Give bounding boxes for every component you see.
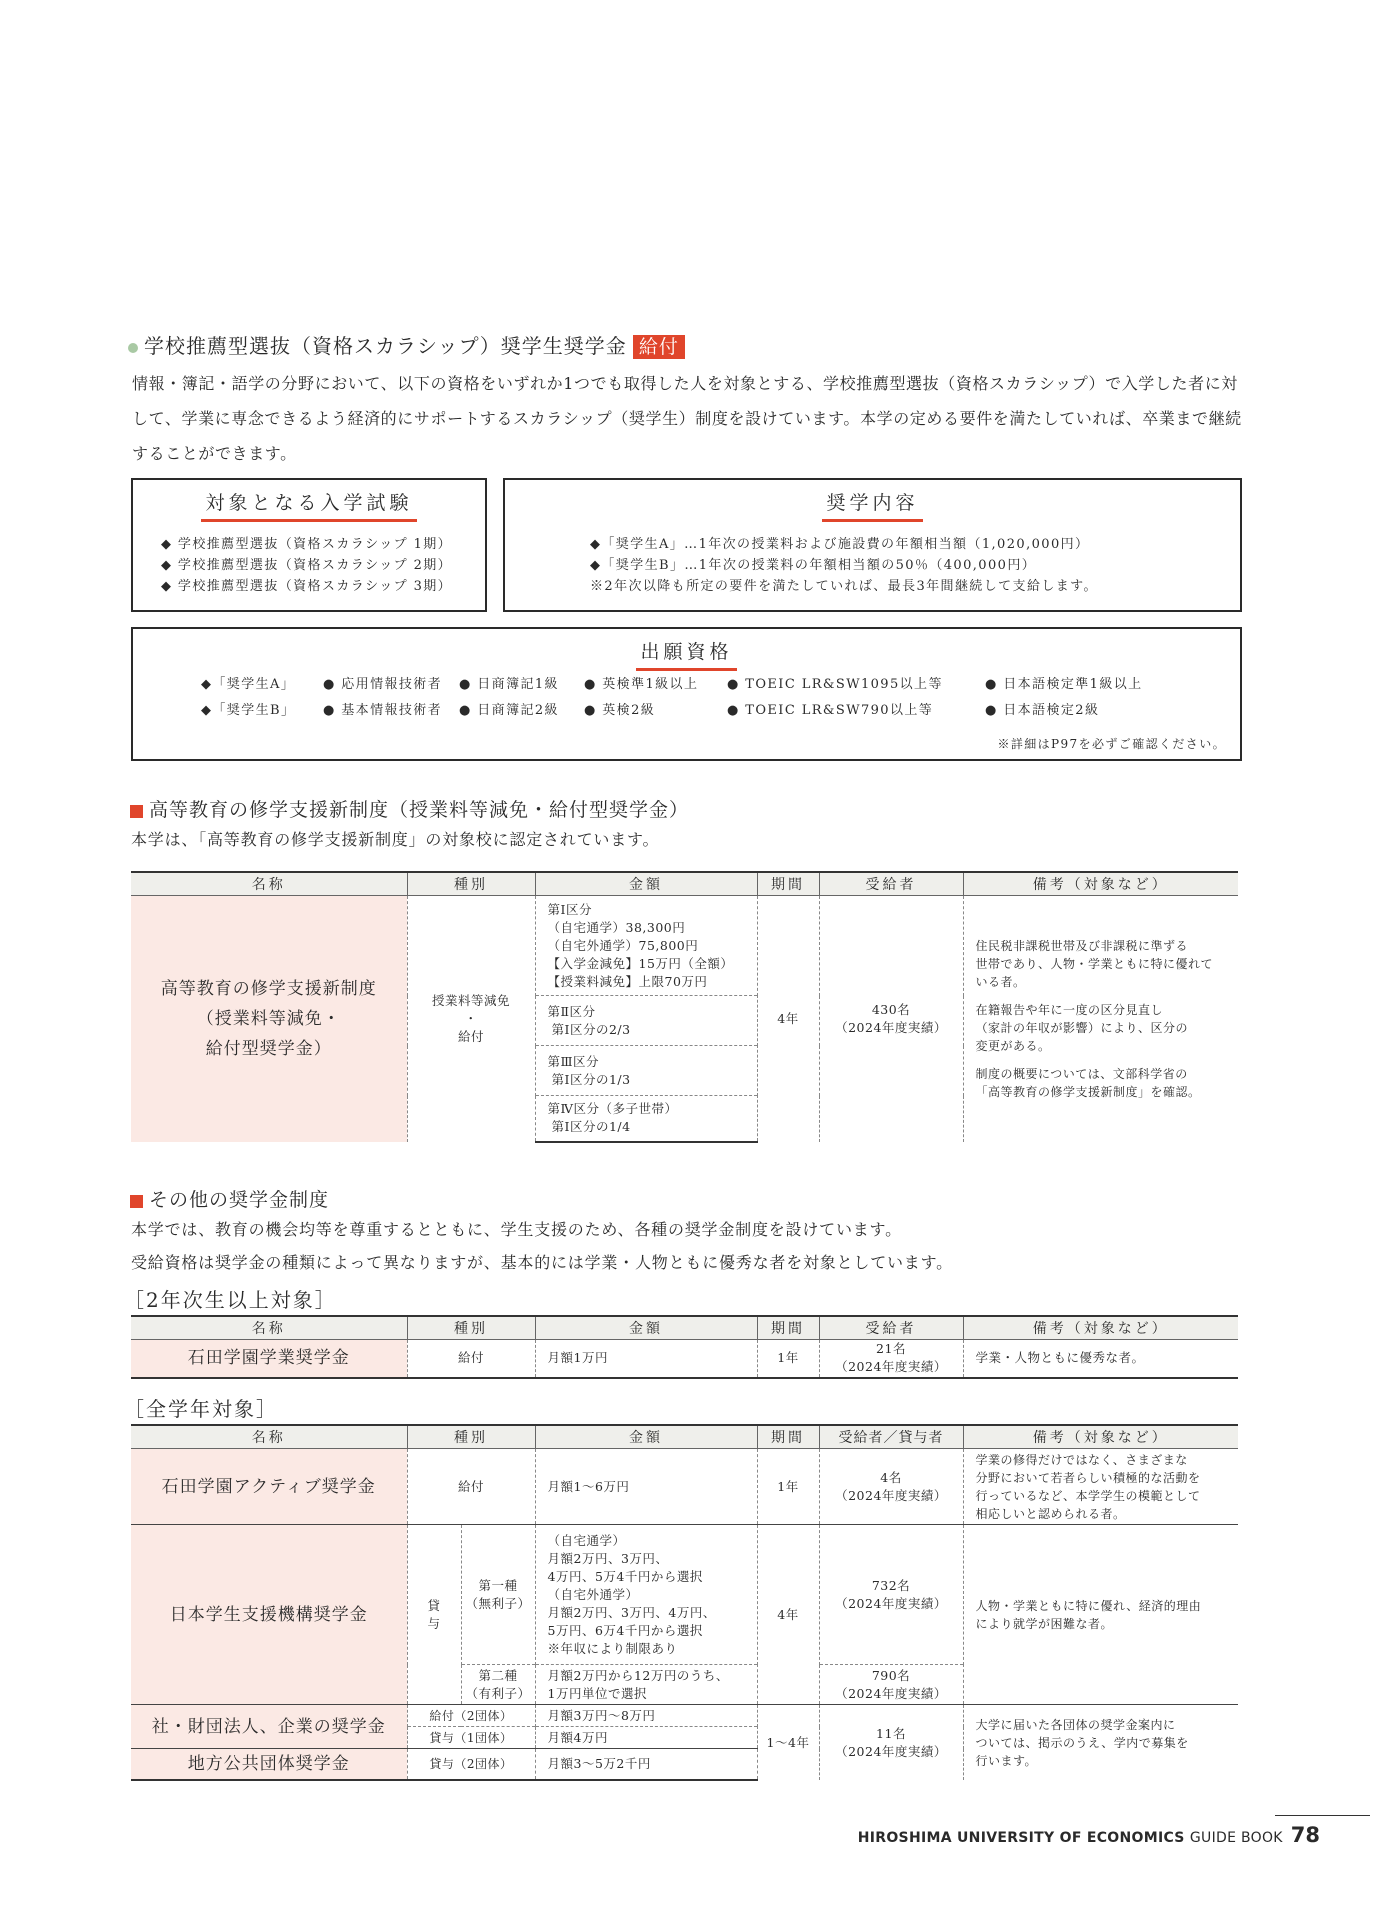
scholarship-name: 石田学園学業奨学金	[131, 1340, 407, 1378]
square-bullet-icon	[130, 1195, 143, 1208]
list-item: ◆ 学校推薦型選抜（資格スカラシップ 3期）	[161, 579, 453, 594]
remarks	[963, 1449, 1238, 1525]
type-line: 第二種	[478, 1667, 518, 1683]
remarks-line: 世帯であり、人物・学業ともに特に優れて	[975, 956, 1214, 971]
amount-line: 月額2万円、3万円、	[547, 1550, 669, 1566]
remarks-line: 相応しいと認められる者。	[975, 1506, 1126, 1521]
col-header: 備考（対象など）	[963, 1316, 1238, 1340]
amount-tier-4	[535, 1096, 757, 1142]
col-header: 期間	[757, 872, 819, 896]
amount-line: （自宅外通学）75,800円	[547, 937, 699, 953]
amount-tier-2	[535, 996, 757, 1046]
remarks-line: ついては、掲示のうえ、学内で募集を	[975, 1735, 1189, 1750]
col-header: 種別	[407, 1425, 535, 1449]
remarks	[963, 1705, 1238, 1781]
scholarship-type: 給付	[407, 1449, 535, 1525]
period: 1年	[757, 1449, 819, 1525]
scholarship-type: 貸与（2団体）	[407, 1749, 535, 1781]
qual-item: ● 日本語検定準1級以上	[985, 677, 1143, 692]
scholarship-type: 貸与（1団体）	[407, 1727, 535, 1749]
amount-line: 第Ⅰ区分	[547, 901, 592, 917]
other-intro-1: 本学では、教育の機会均等を尊重するとともに、学生支援のため、各種の奨学金制度を設けています。	[131, 1220, 902, 1239]
col-header: 名称	[131, 1425, 407, 1449]
recipients-note: （2024年度実績）	[835, 1595, 947, 1611]
footer	[858, 1823, 1320, 1847]
other-intro-2: 受給資格は奨学金の種類によって異なりますが、基本的には学業・人物ともに優秀な者を対象としています。	[131, 1253, 953, 1272]
type-line: 第一種	[478, 1577, 518, 1593]
qual-item: ● 英検準1級以上	[584, 677, 699, 692]
qual-item: ● 基本情報技術者	[323, 703, 443, 718]
qual-label: ◆「奨学生A」	[201, 677, 296, 692]
period: 4年	[757, 896, 819, 1142]
type-line: （無利子）	[465, 1595, 531, 1611]
recipients-count: 21名	[876, 1341, 906, 1357]
recipients-note: （2024年度実績）	[835, 1685, 947, 1701]
table-2nd-year	[131, 1315, 1238, 1379]
recipients-count: 4名	[880, 1469, 902, 1485]
scholarship-type	[407, 896, 535, 1142]
benefit-tag: 給付	[633, 335, 685, 359]
table-all-years	[131, 1424, 1238, 1781]
period: 1年	[757, 1340, 819, 1378]
col-header: 種別	[407, 872, 535, 896]
qual-item: ● 日商簿記1級	[459, 677, 559, 692]
amount: 月額4万円	[535, 1727, 757, 1749]
amount-type-1	[535, 1525, 757, 1665]
scholarship-name: 石田学園アクティブ奨学金	[131, 1449, 407, 1525]
amount-line: 第Ⅰ区分の2/3	[551, 1021, 631, 1037]
remarks-line: 在籍報告や年に一度の区分見直し	[975, 1002, 1164, 1017]
scholarship-name: 日本学生支援機構奨学金	[131, 1525, 407, 1705]
remarks-line: により就学が困難な者。	[975, 1616, 1114, 1631]
remarks-line: いる者。	[975, 974, 1026, 989]
remarks-line: 住民税非課税世帯及び非課税に準ずる	[975, 938, 1189, 953]
support-table	[131, 871, 1238, 1143]
remarks-line: 学業の修得だけではなく、さまざまな	[975, 1452, 1188, 1467]
scholarship-name: 社・財団法人、企業の奨学金	[131, 1705, 407, 1749]
list-item: ◆ 学校推薦型選抜（資格スカラシップ 2期）	[161, 558, 453, 573]
amount-tier-1	[535, 896, 757, 996]
amount-line: 月額2万円、3万円、4万円、	[547, 1604, 716, 1620]
recipients	[819, 1705, 963, 1781]
recipients-type-1	[819, 1525, 963, 1665]
section-intro: 情報・簿記・語学の分野において、以下の資格をいずれか1つでも取得した人を対象とする、学校推薦型選抜（資格スカラシップ）で入学した者に対して、学業に専念できるよう経済的にサポートするスカラシップ（奨学生）制度を設けています。本学の定める要件を満たしていれば、卒業まで継続することができます。	[132, 374, 1242, 463]
remarks-line: 変更がある。	[975, 1038, 1051, 1053]
recipients-count: 430名	[871, 1001, 911, 1017]
qualification-row-a	[201, 674, 1143, 695]
amount-line: 第Ⅰ区分の1/4	[551, 1119, 631, 1135]
scholarship-type: 給付（2団体）	[407, 1705, 535, 1727]
col-header: 金額	[535, 1425, 757, 1449]
col-header: 名称	[131, 1316, 407, 1340]
remarks: 学業・人物ともに優秀な者。	[963, 1340, 1238, 1378]
box-heading: 対象となる入学試験	[201, 488, 416, 522]
recipients	[819, 896, 963, 1142]
scholarship-content-box	[503, 478, 1242, 612]
type-line: 授業料等減免	[431, 992, 510, 1008]
remarks-line: 人物・学業ともに特に優れ、経済的理由	[975, 1598, 1202, 1613]
col-header: 期間	[757, 1425, 819, 1449]
recipients	[819, 1340, 963, 1378]
amount: 月額1～6万円	[535, 1449, 757, 1525]
col-header: 受給者	[819, 1316, 963, 1340]
remarks-line: 分野において若者らしい積極的な活動を	[975, 1470, 1201, 1485]
square-bullet-icon	[130, 805, 143, 818]
section-title-text: 学校推薦型選抜（資格スカラシップ）奨学生奨学金	[144, 334, 627, 358]
scholarship-type	[407, 1525, 461, 1705]
scholarship-type: 給付	[407, 1340, 535, 1378]
amount-tier-3	[535, 1046, 757, 1096]
amount-line: 第Ⅲ区分	[547, 1053, 600, 1069]
section-title-text: その他の奨学金制度	[149, 1189, 330, 1211]
type-line: ・	[464, 1010, 478, 1026]
col-header: 種別	[407, 1316, 535, 1340]
recipients-note: （2024年度実績）	[835, 1019, 947, 1035]
amount-line: 【入学金減免】15万円（全額）	[547, 955, 734, 971]
recipients-note: （2024年度実績）	[835, 1743, 947, 1759]
footer-rule	[1275, 1815, 1370, 1816]
recipients-type-2	[819, 1665, 963, 1705]
qual-item: ● 日本語検定2級	[985, 703, 1100, 718]
section-title-scholarship	[128, 330, 685, 359]
application-qualification-box	[131, 627, 1242, 761]
amount: 月額3～5万2千円	[535, 1749, 757, 1781]
qual-item: ● TOEIC LR&SW1095以上等	[727, 677, 943, 692]
name-line: 給付型奨学金）	[205, 1038, 332, 1059]
name-line: 高等教育の修学支援新制度	[160, 978, 377, 999]
subheading-2nd-year: ［2年次生以上対象］	[124, 1288, 337, 1312]
amount-line: 1万円単位で選択	[547, 1685, 647, 1701]
qualification-row-b	[201, 700, 1143, 721]
recipients-note: （2024年度実績）	[835, 1359, 947, 1375]
col-header: 備考（対象など）	[963, 1425, 1238, 1449]
remarks-line: 行います。	[975, 1753, 1038, 1768]
recipients-count: 732名	[871, 1577, 911, 1593]
name-line: （授業料等減免・	[196, 1008, 341, 1029]
col-header: 受給者	[819, 872, 963, 896]
section-title-text: 高等教育の修学支援新制度（授業料等減免・給付型奨学金）	[149, 799, 690, 821]
qual-item: ● 日商簿記2級	[459, 703, 559, 718]
detail-note: ※詳細はP97を必ずご確認ください。	[997, 737, 1226, 751]
amount-line: 第Ⅰ区分の1/3	[551, 1071, 631, 1087]
col-header: 金額	[535, 1316, 757, 1340]
type-2	[461, 1665, 535, 1705]
page-number: 78	[1290, 1823, 1320, 1847]
amount-line: 【授業料減免】上限70万円	[547, 973, 708, 989]
footer-school: HIROSHIMA UNIVERSITY OF ECONOMICS	[857, 1830, 1185, 1846]
recipients-count: 11名	[876, 1725, 906, 1741]
qual-item: ● TOEIC LR&SW790以上等	[727, 703, 934, 718]
box-heading: 奨学内容	[822, 488, 922, 522]
type-line: （有利子）	[465, 1685, 531, 1701]
qual-item: ● 英検2級	[584, 703, 656, 718]
qual-item: ● 応用情報技術者	[323, 677, 443, 692]
remarks	[963, 1525, 1238, 1705]
amount-line: 第Ⅱ区分	[547, 1003, 596, 1019]
spacer	[976, 1055, 1239, 1065]
amount: 月額1万円	[535, 1340, 757, 1378]
remarks	[963, 896, 1238, 1142]
list-item: ◆ 学校推薦型選抜（資格スカラシップ 1期）	[161, 537, 453, 552]
remarks-line: 大学に届いた各団体の奨学金案内に	[975, 1717, 1176, 1732]
col-header: 備考（対象など）	[963, 872, 1238, 896]
col-header: 期間	[757, 1316, 819, 1340]
amount-line: （自宅外通学）	[547, 1586, 639, 1602]
type-vertical: 貸与	[427, 1597, 441, 1631]
scholarship-name: 地方公共団体奨学金	[131, 1749, 407, 1781]
section-title-other	[130, 1185, 329, 1212]
exam-target-box	[131, 478, 487, 612]
bullet-dot-icon	[128, 343, 138, 353]
col-header: 受給者／貸与者	[819, 1425, 963, 1449]
box-heading: 出願資格	[636, 637, 736, 671]
amount-line: （自宅通学）	[547, 1532, 626, 1548]
recipients	[819, 1449, 963, 1525]
scholarship-name	[131, 896, 407, 1142]
remarks-line: 行っているなど、本学学生の模範として	[975, 1488, 1201, 1503]
amount-line: 4万円、5万4千円から選択	[547, 1568, 703, 1584]
qual-label: ◆「奨学生B」	[201, 703, 296, 718]
list-item: ◆「奨学生B」…1年次の授業料の年額相当額の50％（400,000円）	[590, 558, 1037, 573]
list-item: ※2年次以降も所定の要件を満たしていれば、最長3年間継続して支給します。	[590, 579, 1098, 594]
amount-line: ※年収により制限あり	[547, 1640, 678, 1656]
remarks-line: 制度の概要については、文部科学省の	[975, 1066, 1188, 1081]
amount-line: 月額2万円から12万円のうち、	[547, 1667, 729, 1683]
amount-line: （自宅通学）38,300円	[547, 919, 686, 935]
col-header: 金額	[535, 872, 757, 896]
type-1	[461, 1525, 535, 1665]
period: 1～4年	[757, 1705, 819, 1781]
amount: 月額3万円～8万円	[535, 1705, 757, 1727]
list-item: ◆「奨学生A」…1年次の授業料および施設費の年額相当額（1,020,000円）	[590, 537, 1090, 552]
footer-guide: GUIDE BOOK	[1189, 1830, 1283, 1846]
spacer	[976, 991, 1239, 1001]
col-header: 名称	[131, 872, 407, 896]
period: 4年	[757, 1525, 819, 1705]
recipients-note: （2024年度実績）	[835, 1487, 947, 1503]
type-line: 給付	[457, 1028, 484, 1044]
amount-type-2	[535, 1665, 757, 1705]
remarks-line: （家計の年収が影響）により、区分の	[975, 1020, 1189, 1035]
amount-line: 第Ⅳ区分（多子世帯）	[547, 1101, 678, 1117]
amount-line: 5万円、6万4千円から選択	[547, 1622, 703, 1638]
subheading-all-years: ［全学年対象］	[124, 1397, 278, 1421]
recipients-count: 790名	[871, 1667, 911, 1683]
section-title-support	[130, 795, 689, 822]
support-intro: 本学は、「高等教育の修学支援新制度」の対象校に認定されています。	[131, 830, 660, 849]
remarks-line: 「高等教育の修学支援新制度」を確認。	[975, 1084, 1201, 1099]
